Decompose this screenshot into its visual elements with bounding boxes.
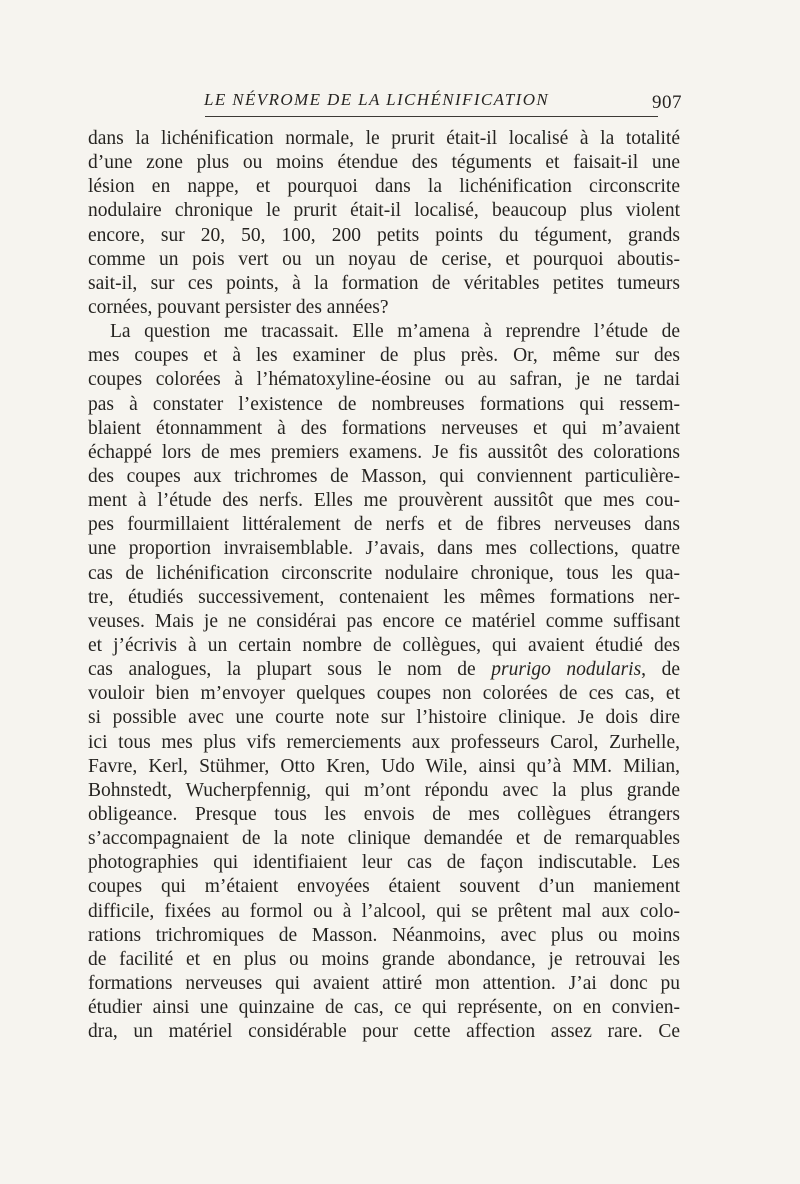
text-line: dans la lichénification normale, le prurit était-il localisé à la totalité — [88, 128, 680, 149]
text-segment: cas analogues, la plupart sous le nom de — [88, 659, 492, 681]
text-line: sait-il, sur ces points, à la formation de véritables petites tumeurs — [88, 272, 680, 294]
text-line: ment à l’étude des nerfs. Elles me prouvèrent aussitôt que mes cou- — [88, 490, 680, 512]
text-line: et j’écrivis à un certain nombre de collègues, qui avaient étudié des — [88, 634, 680, 656]
text-line: si possible avec une courte note sur l’histoire clinique. Je dois dire — [88, 707, 680, 729]
text-line: coupes qui m’étaient envoyées étaient souvent d’un maniement — [88, 876, 680, 898]
text-line: de facilité et en plus ou moins grande abondance, je retrouvai les — [88, 948, 680, 970]
italic-term: prurigo nodularis — [491, 659, 642, 681]
text-line: des coupes aux trichromes de Masson, qui conviennent particulière- — [88, 465, 680, 487]
text-line: échappé lors de mes premiers examens. Je fis aussitôt des colorations — [88, 441, 680, 463]
text-line: une proportion invraisemblable. J’avais, dans mes collections, quatre — [88, 538, 680, 560]
text-line: coupes colorées à l’hématoxyline-éosine ou au safran, je ne tardai — [88, 369, 680, 391]
text-line: blaient étonnamment à des formations nerveuses et qui m’avaient — [88, 417, 680, 439]
text-segment: , de — [641, 659, 681, 681]
text-line: cas de lichénification circonscrite nodulaire chronique, tous les qua- — [88, 562, 680, 584]
body-text — [88, 127, 680, 1044]
text-line: photographies qui identifiaient leur cas de façon indiscutable. Les — [88, 852, 680, 874]
text-line: Bohnstedt, Wucherpfennig, qui m’ont répondu avec la plus grande — [88, 779, 680, 801]
page-number: 907 — [652, 92, 682, 113]
text-line: pes fourmillaient littéralement de nerfs et de fibres nerveuses dans — [88, 514, 680, 536]
text-line: Favre, Kerl, Stühmer, Otto Kren, Udo Wile, ainsi qu’à MM. Milian, — [88, 755, 680, 777]
text-line: dra, un matériel considérable pour cette affection assez rare. Ce — [88, 1021, 680, 1043]
text-line: rations trichromiques de Masson. Néanmoins, avec plus ou moins — [88, 924, 680, 946]
text-line: lésion en nappe, et pourquoi dans la lichénification circonscrite — [88, 176, 680, 198]
text-line: d’une zone plus ou moins étendue des téguments et faisait-il une — [88, 152, 680, 174]
text-line: cornées, pouvant persister des années? — [88, 296, 389, 318]
text-line: mes coupes et à les examiner de plus près. Or, même sur des — [88, 345, 680, 367]
text-line: veuses. Mais je ne considérai pas encore ce matériel comme suffisant — [88, 610, 680, 632]
text-line: ici tous mes plus vifs remerciements aux professeurs Carol, Zurhelle, — [88, 731, 680, 753]
text-line: étudier ainsi une quinzaine de cas, ce qui représente, on en convien- — [88, 997, 680, 1019]
text-line: La question me tracassait. Elle m’amena à reprendre l’étude de — [110, 321, 680, 343]
text-line: obligeance. Presque tous les envois de mes collègues étrangers — [88, 803, 680, 825]
text-line: difficile, fixées au formol ou à l’alcool, qui se prêtent mal aux colo- — [88, 900, 680, 922]
header-rule — [205, 116, 658, 117]
text-line: formations nerveuses qui avaient attiré mon attention. J’ai donc pu — [88, 972, 680, 994]
text-line: s’accompagnaient de la note clinique demandée et de remarquables — [88, 828, 680, 850]
text-line: tre, étudiés successivement, contenaient les mêmes formations ner- — [88, 586, 680, 608]
text-line-with-italic — [88, 658, 680, 682]
text-line: encore, sur 20, 50, 100, 200 petits points du tégument, grands — [88, 224, 680, 246]
text-line: nodulaire chronique le prurit était-il localisé, beaucoup plus violent — [88, 200, 680, 222]
running-title: LE NÉVROME DE LA LICHÉNIFICATION — [204, 90, 550, 109]
page-header — [88, 88, 680, 120]
text-line: vouloir bien m’envoyer quelques coupes non colorées de ces cas, et — [88, 683, 680, 705]
text-line: pas à constater l’existence de nombreuses formations qui ressem- — [88, 393, 680, 415]
text-line: comme un pois vert ou un noyau de cerise, et pourquoi aboutis- — [88, 248, 680, 270]
